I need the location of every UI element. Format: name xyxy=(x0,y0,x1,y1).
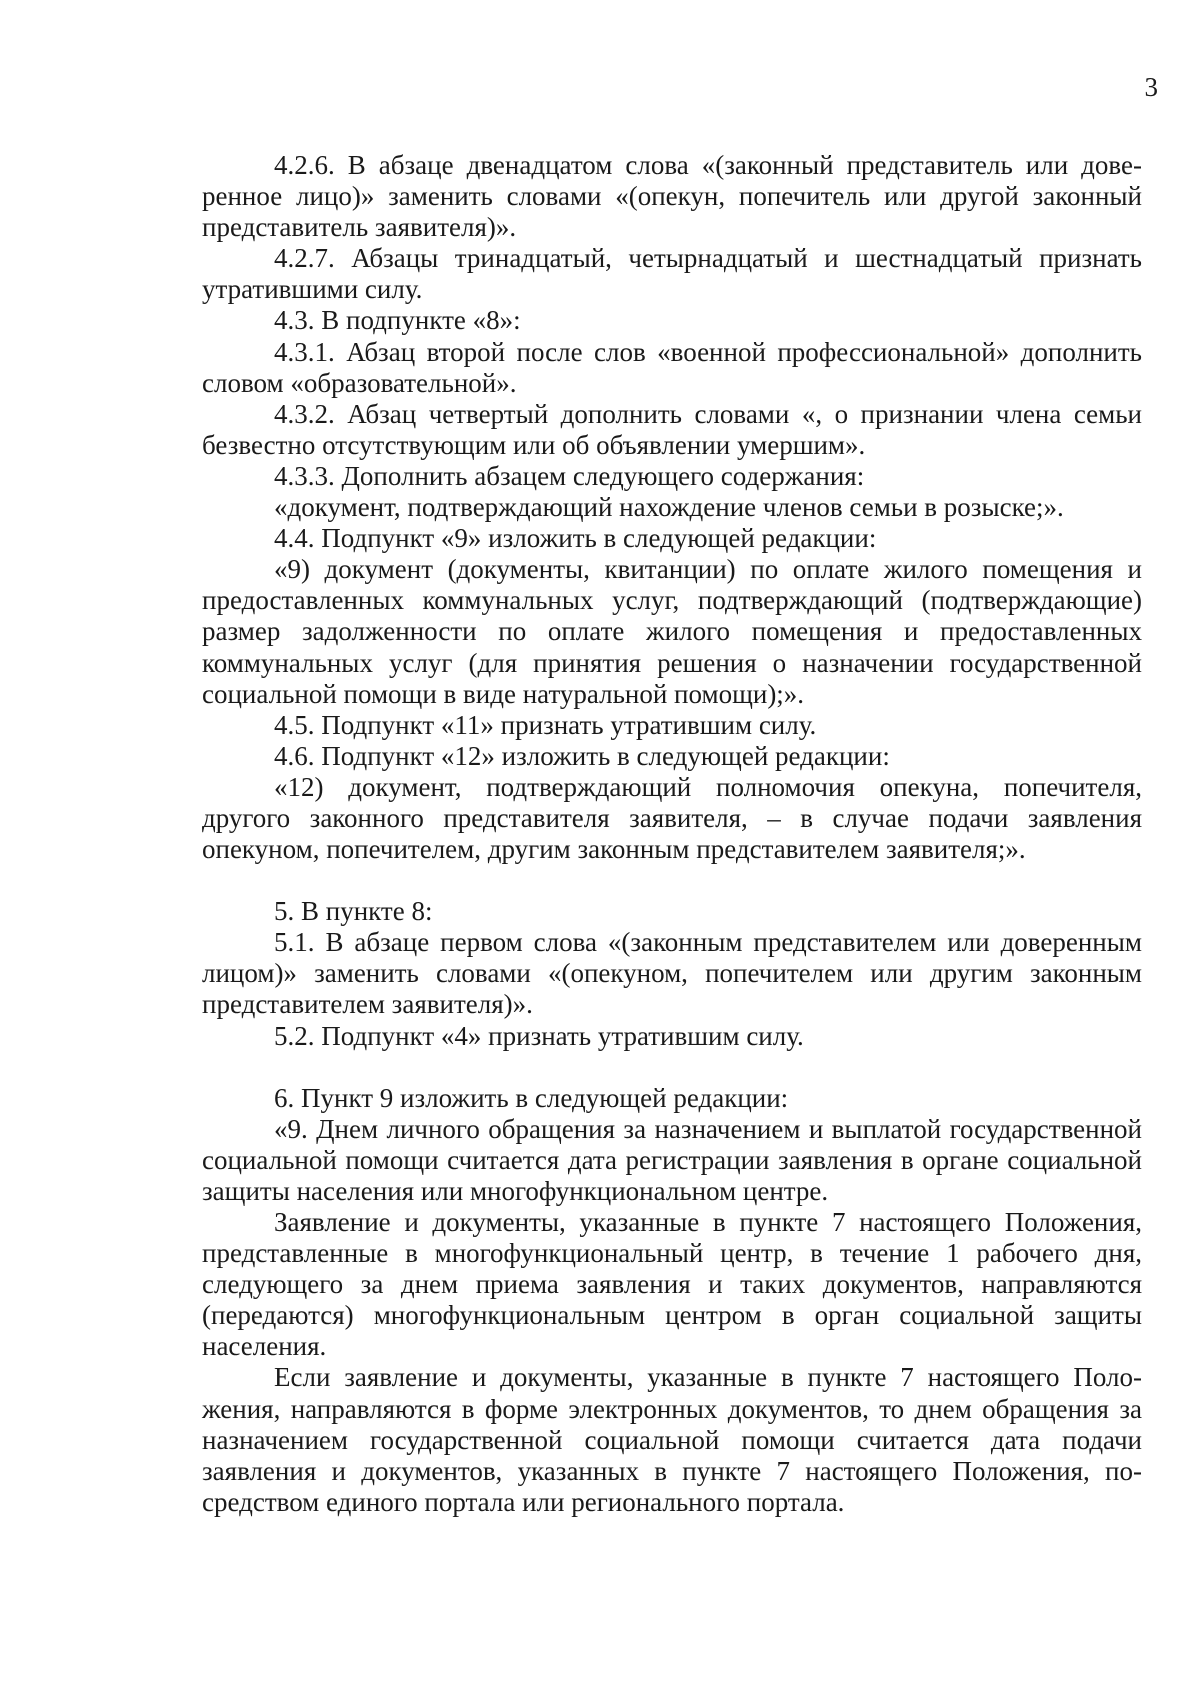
paragraph-4-2-7: 4.2.7. Абзацы тринадцатый, четырнадцатый и шестнадцатый признать утратившими силу. xyxy=(202,243,1142,305)
paragraph-4-5: 4.5. Подпункт «11» признать утратившим силу. xyxy=(274,709,817,740)
paragraph-4-4: 4.4. Подпункт «9» изложить в следующей редакции: xyxy=(274,523,877,554)
paragraph-5: 5. В пункте 8: xyxy=(274,896,433,927)
paragraph-4-3-1: 4.3.1. Абзац второй после слов «военной профессиональной» дополнить словом «образовательной». xyxy=(202,336,1142,398)
paragraph-4-3-2: 4.3.2. Абзац четвертый дополнить словами «, о признании члена семьи безвестно отсутствующим или об объявлении умершим». xyxy=(202,398,1142,460)
paragraph-6: 6. Пункт 9 изложить в следующей редакции: xyxy=(274,1082,789,1113)
paragraph-6-applications: Заявление и документы, указанные в пункте 7 настоящего Положения, представленные в многофункциональный центр, в течение 1 рабочего дня, следующего за днем приема заявления и таких документов, направляются (передаются) многофункциональным центром в орган социальной защиты населения. xyxy=(202,1207,1142,1362)
paragraph-4-3-3: 4.3.3. Дополнить абзацем следующего содержания: xyxy=(274,460,865,491)
document-body xyxy=(202,150,1142,1518)
paragraph-4-4-quote: «9) документ (документы, квитанции) по оплате жилого помещения и предоставленных коммунальных услуг, подтверждающий (подтверждающие) размер задолженности по оплате жилого помещения и предоставленных коммунальных услуг (для принятия решения о назначении государственной социальной помощи в виде натуральной помощи);». xyxy=(202,554,1142,709)
paragraph-6-quote-9: «9. Днем личного обращения за назначением и выплатой государственной социальной помощи считается дата регистрации заявления в органе социальной защиты населения или многофункциональном центре. xyxy=(202,1113,1142,1206)
paragraph-4-3: 4.3. В подпункте «8»: xyxy=(274,305,521,336)
paragraph-4-6: 4.6. Подпункт «12» изложить в следующей редакции: xyxy=(274,740,890,771)
paragraph-4-6-quote: «12) документ, подтверждающий полномочия опекуна, попечителя, другого законного представителя заявителя, – в случае подачи заявления опекуном, попечителем, другим законным представителем заявителя;». xyxy=(202,771,1142,865)
paragraph-4-3-3-quote: «документ, подтверждающий нахождение членов семьи в розыске;». xyxy=(274,492,1064,523)
paragraph-5-1: 5.1. В абзаце первом слова «(законным представителем или доверенным лицом)» заменить словами «(опекуном, попечителем или другим законным представителем заявителя)». xyxy=(202,927,1142,1020)
page-number: 3 xyxy=(1144,72,1158,102)
paragraph-5-2: 5.2. Подпункт «4» признать утратившим силу. xyxy=(274,1020,804,1051)
paragraph-6-electronic: Если заявление и документы, указанные в пункте 7 настоящего Положения, направляются в форме электронных документов, то днем обращения за назначением государственной социальной помощи считается дата подачи заявления и документов, указанных в пункте 7 настоящего Положения, посредством единого портала или регионального портала. xyxy=(202,1362,1142,1517)
paragraph-4-2-6: 4.2.6. В абзаце двенадцатом слова «(законный представитель или доверенное лицо)» заменить словами «(опекун, попечитель или другой законный представитель заявителя)». xyxy=(202,150,1142,243)
